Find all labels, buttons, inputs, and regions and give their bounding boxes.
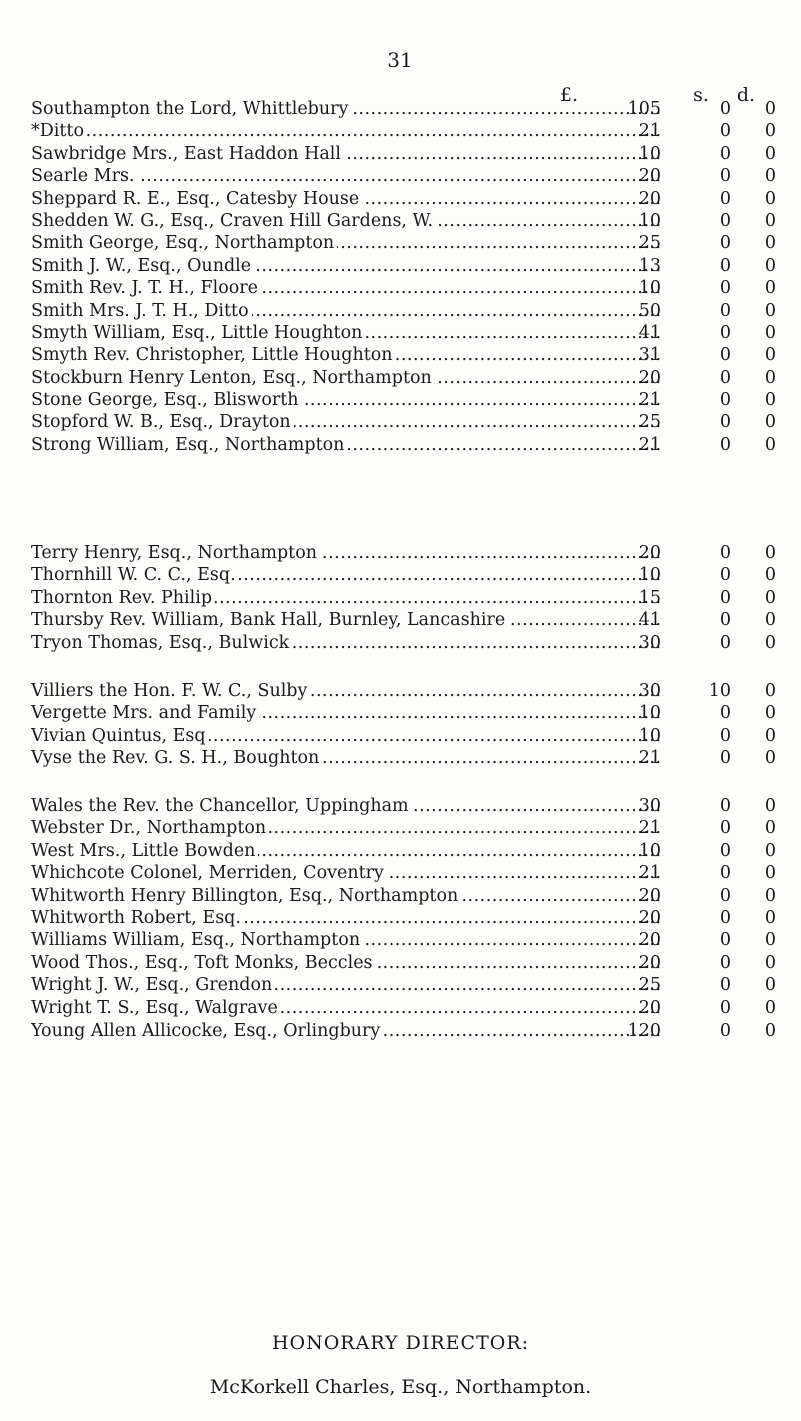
amount-pence: 0: [764, 725, 776, 746]
amount-pence: 0: [764, 255, 776, 276]
subscriber-name: Whitworth Henry Billington, Esq., Northampton: [31, 886, 461, 906]
subscriber-name-cell: [31, 1020, 663, 1042]
subscriber-name: Wright T. S., Esq., Walgrave: [31, 998, 281, 1018]
subscriber-row: [31, 322, 776, 344]
subscriber-group: [31, 795, 776, 1019]
pence-column-header: d.: [736, 84, 756, 106]
subscriber-name-cell: [31, 277, 663, 299]
subscriber-row: [31, 210, 776, 232]
subscriber-name-cell: [31, 907, 663, 929]
subscriber-name-cell: [31, 680, 663, 702]
pounds-column-header: £.: [559, 84, 579, 106]
subscriber-name-cell: [31, 885, 663, 907]
honorary-director-name: McKorkell Charles, Esq., Northampton.: [209, 1376, 592, 1398]
amount-pounds: 120: [627, 1021, 661, 1041]
amount-pounds: 30: [638, 681, 661, 701]
amount-pounds: 21: [638, 748, 661, 769]
amount-shillings: 0: [719, 322, 731, 343]
subscriber-name: Wales the Rev. the Chancellor, Uppingham: [31, 796, 412, 816]
subscriber-row: [31, 411, 776, 433]
amount-pounds: 25: [638, 975, 661, 996]
subscriber-name-cell: [31, 389, 663, 411]
subscriber-row: [31, 817, 776, 839]
amount-pounds: 10: [638, 703, 661, 724]
subscriber-row: [31, 542, 776, 564]
amount-shillings: 10: [708, 681, 731, 701]
subscriber-name-cell: [31, 188, 663, 210]
subscriber-row: [31, 840, 776, 862]
subscriber-name-cell: [31, 165, 663, 187]
amount-pence: 0: [764, 367, 776, 388]
subscriber-name: Vergette Mrs. and Family: [31, 703, 259, 723]
subscriber-name-cell: [31, 862, 663, 884]
amount-shillings: 0: [719, 210, 731, 231]
subscriber-name: Smith J. W., Esq., Oundle: [31, 256, 254, 276]
subscriber-row: [31, 344, 776, 366]
subscriber-name-cell: [31, 367, 663, 389]
amount-pounds: 20: [638, 952, 661, 973]
subscriber-name-cell: [31, 411, 663, 433]
amount-pounds: 50: [638, 300, 661, 321]
subscriber-name-cell: [31, 210, 663, 232]
amount-pence: 0: [764, 907, 776, 928]
subscriber-name: Wood Thos., Esq., Toft Monks, Beccles: [31, 953, 376, 973]
subscriber-name: Stone George, Esq., Blisworth: [31, 390, 302, 410]
amount-pounds: 25: [638, 233, 661, 254]
subscriber-name: Smyth Rev. Christopher, Little Houghton: [31, 345, 396, 365]
subscriber-row: [31, 255, 776, 277]
amount-pounds: 20: [638, 885, 661, 906]
subscriber-name: Villiers the Hon. F. W. C., Sulby: [31, 681, 310, 701]
amount-pounds: 20: [638, 166, 661, 187]
amount-pounds: 20: [638, 543, 661, 563]
subscriber-name: Thursby Rev. William, Bank Hall, Burnley, Lancashire: [31, 610, 508, 630]
amount-pounds: 31: [638, 345, 661, 366]
amount-pounds: 10: [638, 278, 661, 299]
amount-shillings: 0: [719, 930, 731, 951]
subscriber-row: [31, 747, 776, 769]
subscriber-name-cell: [31, 120, 663, 142]
amount-pence: 0: [764, 543, 776, 563]
amount-pounds: 20: [638, 907, 661, 928]
amount-pence: 0: [764, 885, 776, 906]
amount-shillings: 0: [719, 121, 731, 142]
amount-pence: 0: [764, 166, 776, 187]
amount-pounds: 15: [638, 587, 661, 608]
subscriber-name-cell: [31, 747, 663, 769]
amount-pence: 0: [764, 952, 776, 973]
subscriber-name: Southampton the Lord, Whittlebury: [31, 99, 351, 119]
subscriber-name: Webster Dr., Northampton: [31, 818, 269, 838]
amount-shillings: 0: [719, 952, 731, 973]
amount-pounds: 21: [638, 863, 661, 884]
subscriber-row: [31, 632, 776, 654]
amount-pounds: 25: [638, 412, 661, 433]
subscriber-row: [31, 277, 776, 299]
amount-pence: 0: [764, 99, 776, 119]
amount-shillings: 0: [719, 1021, 731, 1041]
amount-pence: 0: [764, 143, 776, 164]
amount-pence: 0: [764, 632, 776, 653]
amount-pounds: 10: [638, 210, 661, 231]
subscriber-row: [31, 232, 776, 254]
amount-pounds: 10: [638, 725, 661, 746]
subscriber-name-cell: [31, 974, 663, 996]
subscriber-row: [31, 929, 776, 951]
amount-shillings: 0: [719, 610, 731, 631]
amount-pence: 0: [764, 840, 776, 861]
subscriber-name: Vivian Quintus, Esq: [31, 726, 209, 746]
subscriber-row: [31, 367, 776, 389]
amount-pounds: 21: [638, 434, 661, 455]
subscriber-name: Stockburn Henry Lenton, Esq., Northampton: [31, 368, 435, 388]
subscriber-name-cell: [31, 587, 663, 609]
subscriber-name-cell: [31, 255, 663, 277]
amount-pounds: 20: [638, 930, 661, 951]
subscriber-name: Young Allen Allicocke, Esq., Orlingbury: [31, 1021, 383, 1041]
amount-shillings: 0: [719, 907, 731, 928]
subscriber-name: Williams William, Esq., Northampton: [31, 930, 363, 950]
amount-shillings: 0: [719, 143, 731, 164]
subscriber-name-cell: [31, 840, 663, 862]
amount-pounds: 41: [638, 322, 661, 343]
subscriber-row: [31, 795, 776, 817]
subscriber-name-cell: [31, 232, 663, 254]
amount-shillings: 0: [719, 300, 731, 321]
amount-pence: 0: [764, 930, 776, 951]
amount-shillings: 0: [719, 345, 731, 366]
amount-shillings: 0: [719, 840, 731, 861]
subscriber-name: Shedden W. G., Esq., Craven Hill Gardens, W.: [31, 211, 436, 231]
subscriber-row: [31, 609, 776, 631]
amount-pounds: 20: [638, 997, 661, 1018]
subscriber-name: West Mrs., Little Bowden: [31, 841, 258, 861]
amount-shillings: 0: [719, 632, 731, 653]
subscriber-name-cell: [31, 143, 663, 165]
amount-pence: 0: [764, 434, 776, 455]
subscriber-name-cell: [31, 952, 663, 974]
subscriber-name-cell: [31, 702, 663, 724]
subscriber-row: [31, 1020, 776, 1042]
shillings-column-header: s.: [693, 84, 709, 106]
subscriber-name: Terry Henry, Esq., Northampton: [31, 543, 320, 563]
subscriber-group: [31, 680, 776, 770]
subscriber-name: *Ditto: [31, 121, 87, 141]
amount-pounds: 41: [638, 610, 661, 631]
amount-pence: 0: [764, 610, 776, 631]
subscriber-row: [31, 997, 776, 1019]
subscriber-name-cell: [31, 98, 663, 120]
subscriber-name: Tryon Thomas, Esq., Bulwick: [31, 633, 292, 653]
subscriber-row: [31, 587, 776, 609]
subscriber-name: Stopford W. B., Esq., Drayton: [31, 412, 294, 432]
amount-pounds: 10: [638, 565, 661, 586]
subscriber-name-cell: [31, 564, 663, 586]
subscriber-name-cell: [31, 344, 663, 366]
amount-shillings: 0: [719, 188, 731, 209]
subscriber-name: Sheppard R. E., Esq., Catesby House: [31, 189, 362, 209]
subscriber-group: [31, 542, 776, 654]
amount-pence: 0: [764, 975, 776, 996]
amount-pence: 0: [764, 233, 776, 254]
page-number: 31: [387, 48, 413, 72]
amount-pounds: 10: [638, 840, 661, 861]
subscriber-row: [31, 143, 776, 165]
amount-pence: 0: [764, 412, 776, 433]
subscriber-row: [31, 165, 776, 187]
amount-shillings: 0: [719, 748, 731, 769]
amount-pence: 0: [764, 188, 776, 209]
amount-pence: 0: [764, 818, 776, 839]
subscriber-row: [31, 885, 776, 907]
amount-pence: 0: [764, 210, 776, 231]
amount-pounds: 105: [627, 99, 661, 119]
subscriber-row: [31, 680, 776, 702]
amount-pence: 0: [764, 278, 776, 299]
subscriber-name: Whichcote Colonel, Merriden, Coventry: [31, 863, 387, 883]
subscriber-row: [31, 907, 776, 929]
amount-pence: 0: [764, 300, 776, 321]
subscriber-row: [31, 702, 776, 724]
amount-shillings: 0: [719, 975, 731, 996]
amount-shillings: 0: [719, 166, 731, 187]
subscriber-name-cell: [31, 434, 663, 456]
subscriber-name: Searle Mrs.: [31, 166, 138, 186]
amount-shillings: 0: [719, 885, 731, 906]
amount-shillings: 0: [719, 233, 731, 254]
amount-pence: 0: [764, 1021, 776, 1041]
subscriber-row: [31, 300, 776, 322]
subscriber-name: Wright J. W., Esq., Grendon: [31, 975, 275, 995]
amount-pounds: 21: [638, 121, 661, 142]
amount-pence: 0: [764, 863, 776, 884]
subscriber-name: Thornhill W. C. C., Esq.: [31, 565, 239, 585]
subscriber-name: Strong William, Esq., Northampton: [31, 435, 347, 455]
amount-pence: 0: [764, 121, 776, 142]
amount-pounds: 20: [638, 367, 661, 388]
subscriber-name: Smyth William, Esq., Little Houghton: [31, 323, 365, 343]
subscriber-name-cell: [31, 632, 663, 654]
amount-pence: 0: [764, 322, 776, 343]
subscriber-name-cell: [31, 725, 663, 747]
amount-pence: 0: [764, 565, 776, 586]
subscriber-row: [31, 188, 776, 210]
amount-pence: 0: [764, 681, 776, 701]
subscriber-row: [31, 120, 776, 142]
subscriber-name: Smith George, Esq., Northampton: [31, 233, 337, 253]
subscriber-name-cell: [31, 997, 663, 1019]
amount-pence: 0: [764, 390, 776, 411]
subscriber-group: [31, 1020, 776, 1042]
amount-shillings: 0: [719, 587, 731, 608]
amount-pence: 0: [764, 997, 776, 1018]
subscriber-name: Smith Mrs. J. T. H., Ditto: [31, 301, 252, 321]
amount-shillings: 0: [719, 543, 731, 563]
subscriber-group: [31, 98, 776, 456]
subscriber-name-cell: [31, 300, 663, 322]
amount-shillings: 0: [719, 863, 731, 884]
amount-pence: 0: [764, 796, 776, 816]
subscriber-row: [31, 862, 776, 884]
amount-pence: 0: [764, 345, 776, 366]
subscriber-name: Sawbridge Mrs., East Haddon Hall: [31, 144, 344, 164]
amount-shillings: 0: [719, 412, 731, 433]
subscriber-row: [31, 389, 776, 411]
subscriber-row: [31, 725, 776, 747]
amount-shillings: 0: [719, 997, 731, 1018]
amount-pounds: 30: [638, 796, 661, 816]
subscriber-row: [31, 434, 776, 456]
amount-shillings: 0: [719, 255, 731, 276]
amount-shillings: 0: [719, 99, 731, 119]
subscriber-row: [31, 952, 776, 974]
subscriber-row: [31, 564, 776, 586]
amount-pounds: 21: [638, 390, 661, 411]
amount-shillings: 0: [719, 725, 731, 746]
amount-pounds: 21: [638, 818, 661, 839]
amount-shillings: 0: [719, 796, 731, 816]
subscriber-name: Whitworth Robert, Esq.: [31, 908, 244, 928]
amount-shillings: 0: [719, 565, 731, 586]
subscriber-row: [31, 974, 776, 996]
amount-shillings: 0: [719, 434, 731, 455]
subscriber-name: Smith Rev. J. T. H., Floore: [31, 278, 261, 298]
amount-shillings: 0: [719, 367, 731, 388]
amount-shillings: 0: [719, 278, 731, 299]
amount-pence: 0: [764, 587, 776, 608]
subscriber-name: Thornton Rev. Philip: [31, 588, 215, 608]
amount-shillings: 0: [719, 818, 731, 839]
honorary-director-heading: HONORARY DIRECTOR:: [271, 1332, 530, 1354]
amount-shillings: 0: [719, 703, 731, 724]
amount-pounds: 30: [638, 632, 661, 653]
amount-pence: 0: [764, 703, 776, 724]
subscriber-name-cell: [31, 929, 663, 951]
subscriber-row: [31, 98, 776, 120]
amount-pounds: 20: [638, 188, 661, 209]
subscriber-name-cell: [31, 322, 663, 344]
amount-shillings: 0: [719, 390, 731, 411]
amount-pounds: 13: [638, 255, 661, 276]
subscriber-name-cell: [31, 542, 663, 564]
amount-pence: 0: [764, 748, 776, 769]
subscriber-name-cell: [31, 795, 663, 817]
amount-pounds: 10: [638, 143, 661, 164]
subscriber-name-cell: [31, 609, 663, 631]
subscriber-name: Vyse the Rev. G. S. H., Boughton: [31, 748, 322, 768]
subscriber-name-cell: [31, 817, 663, 839]
